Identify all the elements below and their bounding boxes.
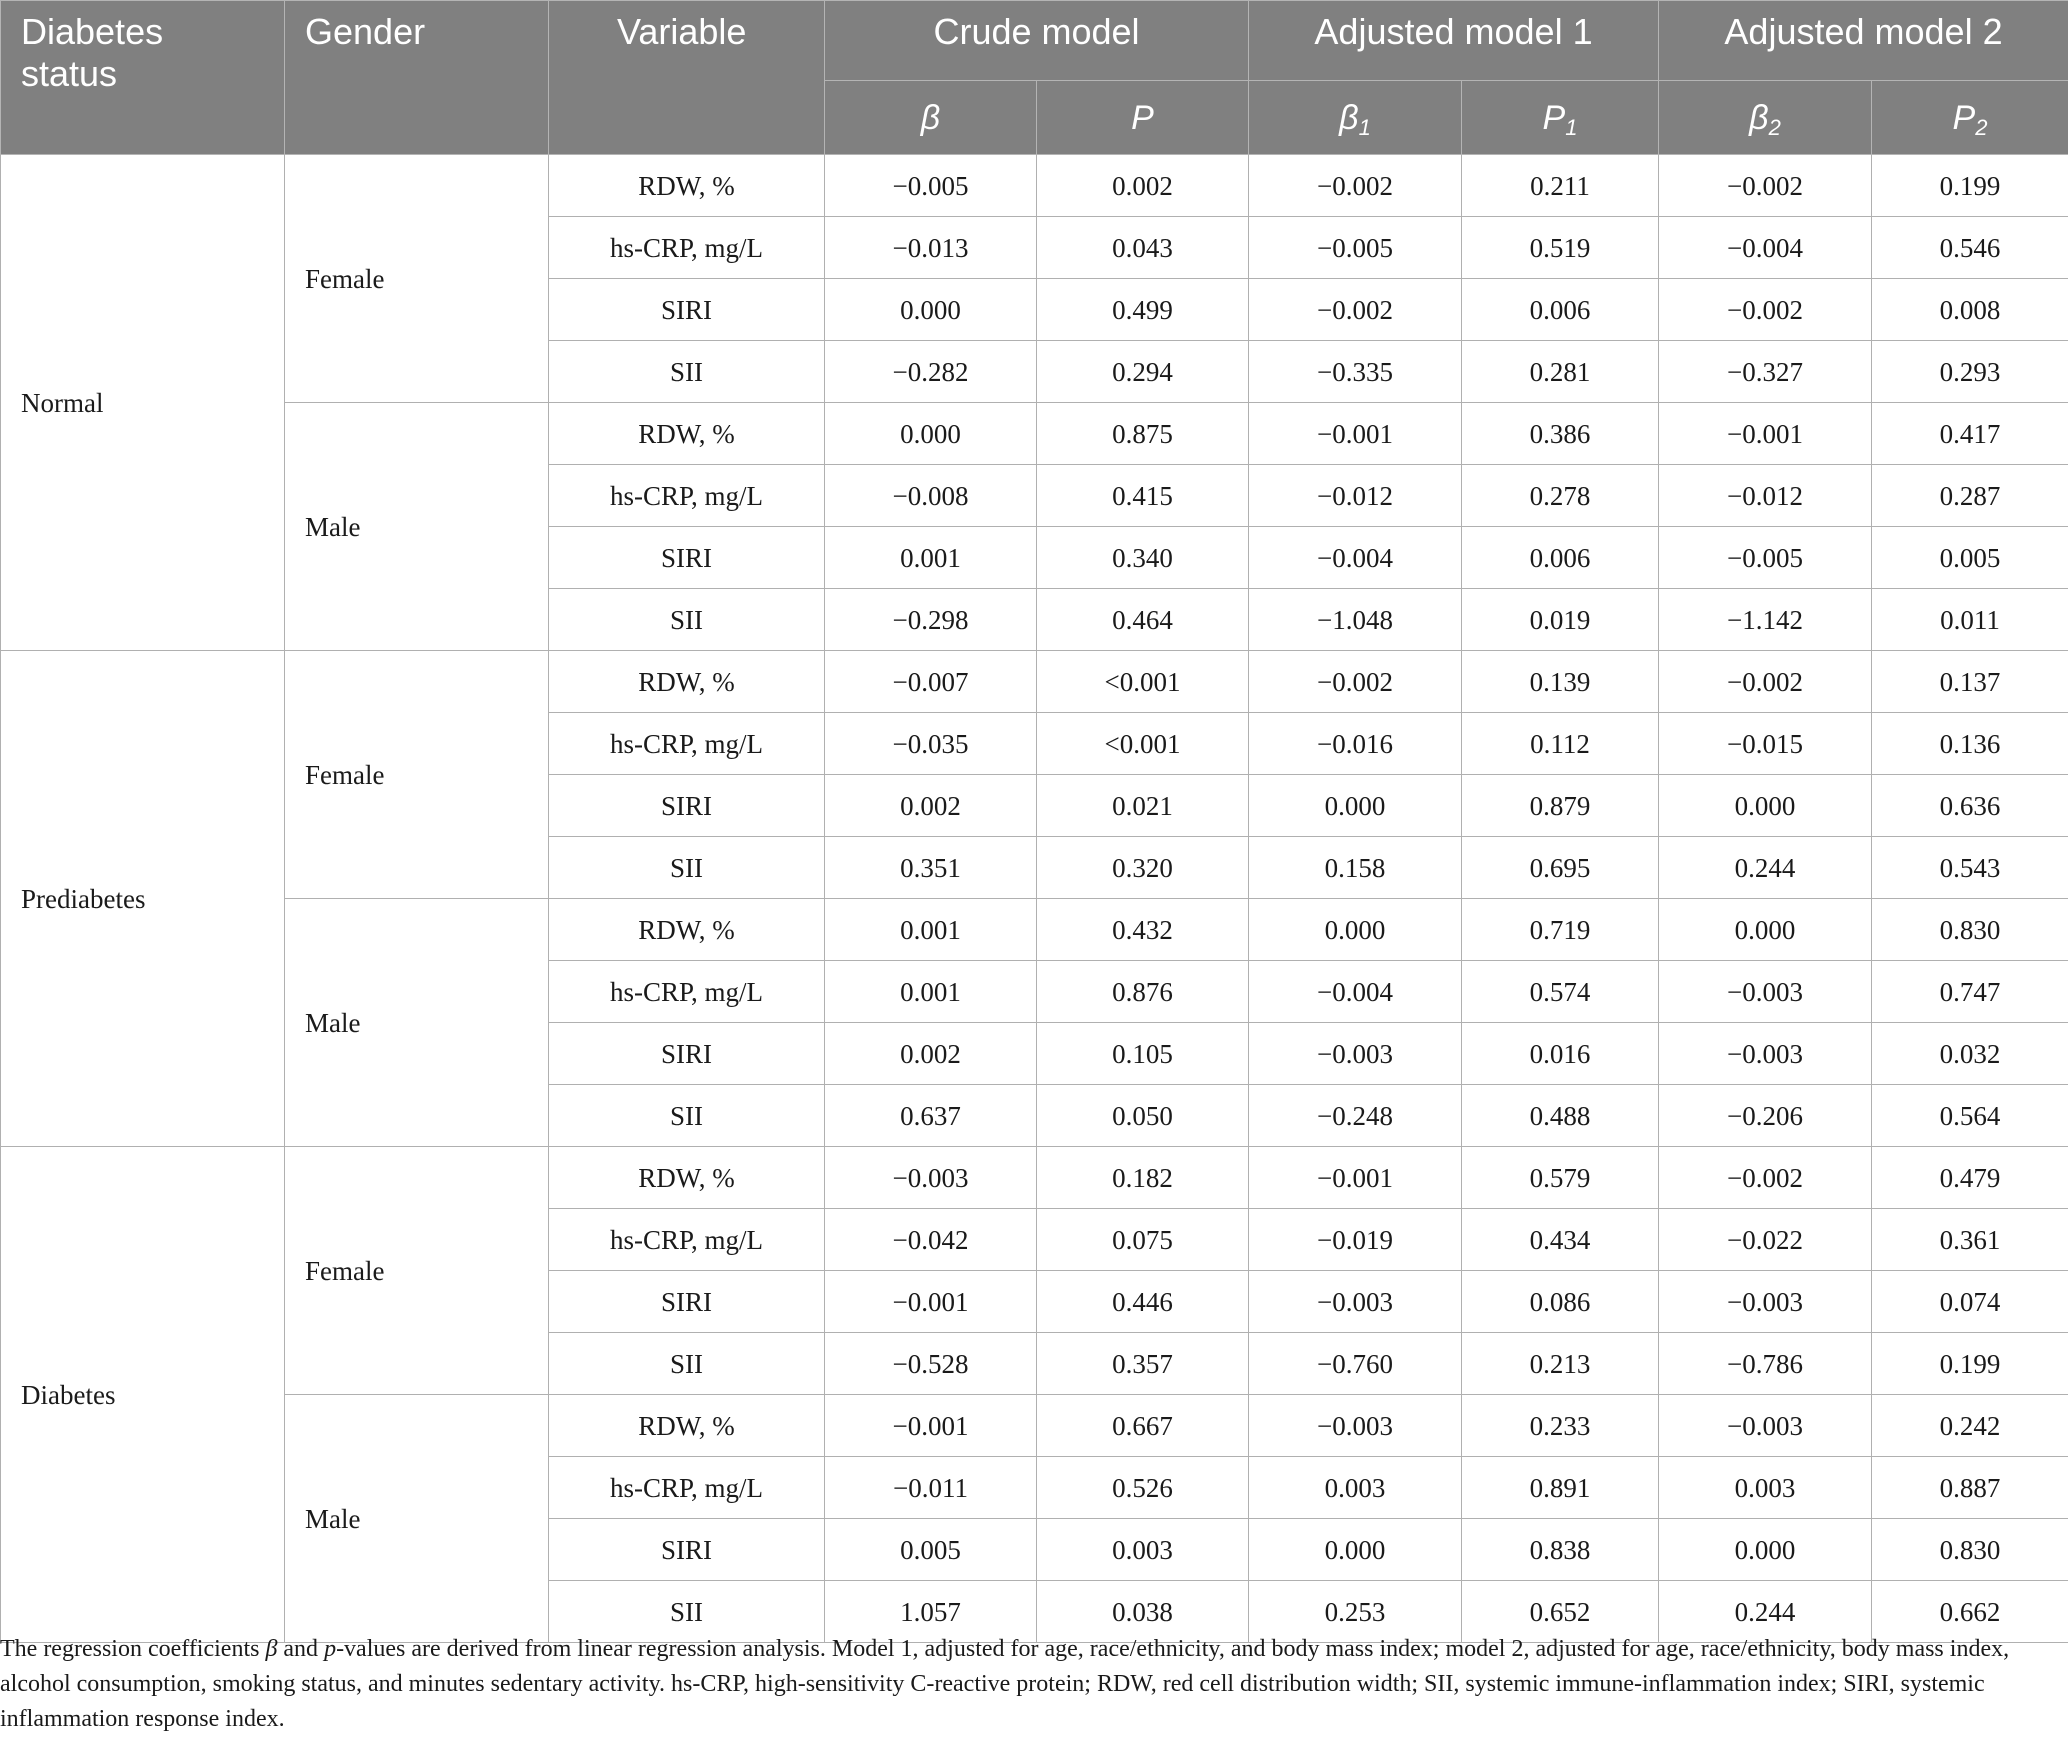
table-row — [1, 651, 2068, 713]
table-row — [1, 1147, 2068, 1209]
beta1-cell: −0.003 — [1249, 1023, 1462, 1085]
beta2-cell: 0.000 — [1659, 899, 1872, 961]
beta-cell: −0.035 — [825, 713, 1037, 775]
p1-cell: 0.434 — [1462, 1209, 1659, 1271]
p-cell: 0.340 — [1037, 527, 1249, 589]
p1-cell: 0.519 — [1462, 217, 1659, 279]
header-p1: $P_1$ — [1462, 81, 1659, 155]
p1-cell: 0.652 — [1462, 1581, 1659, 1643]
variable-cell: RDW, % — [549, 1395, 825, 1457]
beta-cell: 0.001 — [825, 899, 1037, 961]
footnote-p: p — [324, 1636, 337, 1662]
beta-cell: −0.007 — [825, 651, 1037, 713]
p2-cell: 0.008 — [1872, 279, 2068, 341]
p1-cell: 0.019 — [1462, 589, 1659, 651]
diabetes-status-cell: Prediabetes — [1, 651, 285, 1147]
p-cell: 0.021 — [1037, 775, 1249, 837]
beta1-cell: −0.335 — [1249, 341, 1462, 403]
p-cell: 0.875 — [1037, 403, 1249, 465]
variable-cell: hs-CRP, mg/L — [549, 713, 825, 775]
beta1-cell: −0.003 — [1249, 1271, 1462, 1333]
header-gender: Gender — [285, 1, 549, 155]
variable-cell: RDW, % — [549, 403, 825, 465]
p1-cell: 0.112 — [1462, 713, 1659, 775]
p2-cell: 0.479 — [1872, 1147, 2068, 1209]
beta2-cell: −0.327 — [1659, 341, 1872, 403]
header-p: P — [1037, 81, 1249, 155]
p-cell: 0.003 — [1037, 1519, 1249, 1581]
beta2-cell: −1.142 — [1659, 589, 1872, 651]
beta2-cell: −0.022 — [1659, 1209, 1872, 1271]
variable-cell: hs-CRP, mg/L — [549, 1209, 825, 1271]
p1-cell: 0.488 — [1462, 1085, 1659, 1147]
p-cell: 0.667 — [1037, 1395, 1249, 1457]
p2-cell: 0.543 — [1872, 837, 2068, 899]
variable-cell: RDW, % — [549, 899, 825, 961]
beta2-cell: −0.003 — [1659, 961, 1872, 1023]
variable-cell: RDW, % — [549, 651, 825, 713]
beta-cell: −0.298 — [825, 589, 1037, 651]
beta2-cell: −0.002 — [1659, 651, 1872, 713]
p-cell: 0.105 — [1037, 1023, 1249, 1085]
variable-cell: SIRI — [549, 775, 825, 837]
p2-cell: 0.287 — [1872, 465, 2068, 527]
beta1-cell: 0.158 — [1249, 837, 1462, 899]
p1-cell: 0.016 — [1462, 1023, 1659, 1085]
beta2-cell: −0.003 — [1659, 1271, 1872, 1333]
beta1-cell: −1.048 — [1249, 589, 1462, 651]
p-cell: 0.464 — [1037, 589, 1249, 651]
variable-cell: SII — [549, 1581, 825, 1643]
p2-cell: 0.032 — [1872, 1023, 2068, 1085]
p-cell: 0.499 — [1037, 279, 1249, 341]
diabetes-status-cell: Normal — [1, 155, 285, 651]
beta1-cell: 0.000 — [1249, 775, 1462, 837]
variable-cell: hs-CRP, mg/L — [549, 465, 825, 527]
header-beta2: $\beta_2$ — [1659, 81, 1872, 155]
table-row — [1, 1395, 2068, 1457]
footnote-part3: -values are derived from linear regression analysis. Model 1, adjusted for age, race/ethnicity, and body mass index; model 2, adjusted for age, race/ethnicity, body mass index, alcohol consumption, smoking status, and minutes sedentary activity. hs-CRP, high-sensitivity C-reactive protein; RDW, red cell distribution width; SII, systemic immune-inflammation index; SIRI, systemic inflammation response index. — [0, 1636, 2010, 1732]
p2-cell: 0.564 — [1872, 1085, 2068, 1147]
variable-cell: SIRI — [549, 527, 825, 589]
p2-cell: 0.636 — [1872, 775, 2068, 837]
p2-cell: 0.747 — [1872, 961, 2068, 1023]
beta-cell: 0.001 — [825, 961, 1037, 1023]
gender-cell: Male — [285, 403, 549, 651]
p2-cell: 0.137 — [1872, 651, 2068, 713]
beta-cell: 0.351 — [825, 837, 1037, 899]
beta-cell: 0.002 — [825, 1023, 1037, 1085]
beta2-cell: 0.003 — [1659, 1457, 1872, 1519]
variable-cell: SII — [549, 341, 825, 403]
p1-cell: 0.891 — [1462, 1457, 1659, 1519]
beta1-cell: −0.004 — [1249, 527, 1462, 589]
beta-cell: −0.003 — [825, 1147, 1037, 1209]
gender-cell: Female — [285, 1147, 549, 1395]
table-body — [1, 155, 2068, 1643]
p-cell: 0.002 — [1037, 155, 1249, 217]
header-adjusted-model-2: Adjusted model 2 — [1659, 1, 2068, 81]
beta2-cell: −0.001 — [1659, 403, 1872, 465]
variable-cell: SII — [549, 1085, 825, 1147]
p2-cell: 0.074 — [1872, 1271, 2068, 1333]
header-variable: Variable — [549, 1, 825, 155]
variable-cell: RDW, % — [549, 1147, 825, 1209]
p-cell: 0.182 — [1037, 1147, 1249, 1209]
p2-cell: 0.887 — [1872, 1457, 2068, 1519]
variable-cell: hs-CRP, mg/L — [549, 961, 825, 1023]
table-footnote — [0, 1632, 2060, 1737]
p1-cell: 0.838 — [1462, 1519, 1659, 1581]
beta2-cell: 0.000 — [1659, 1519, 1872, 1581]
p2-cell: 0.136 — [1872, 713, 2068, 775]
beta2-cell: −0.002 — [1659, 279, 1872, 341]
beta1-cell: −0.016 — [1249, 713, 1462, 775]
beta-cell: 0.002 — [825, 775, 1037, 837]
p1-cell: 0.695 — [1462, 837, 1659, 899]
beta-cell: −0.013 — [825, 217, 1037, 279]
variable-cell: hs-CRP, mg/L — [549, 217, 825, 279]
footnote-part1: The regression coefficients — [0, 1636, 266, 1662]
p-cell: 0.415 — [1037, 465, 1249, 527]
p-cell: <0.001 — [1037, 651, 1249, 713]
beta1-cell: −0.005 — [1249, 217, 1462, 279]
p-cell: 0.038 — [1037, 1581, 1249, 1643]
beta2-cell: −0.786 — [1659, 1333, 1872, 1395]
beta2-cell: −0.003 — [1659, 1023, 1872, 1085]
p1-cell: 0.213 — [1462, 1333, 1659, 1395]
beta2-cell: −0.002 — [1659, 155, 1872, 217]
p-cell: 0.876 — [1037, 961, 1249, 1023]
variable-cell: SII — [549, 1333, 825, 1395]
beta1-cell: −0.248 — [1249, 1085, 1462, 1147]
beta1-cell: −0.760 — [1249, 1333, 1462, 1395]
p-cell: 0.432 — [1037, 899, 1249, 961]
header-adjusted-model-1: Adjusted model 1 — [1249, 1, 1659, 81]
variable-cell: SIRI — [549, 1519, 825, 1581]
p2-cell: 0.199 — [1872, 1333, 2068, 1395]
beta1-cell: −0.002 — [1249, 155, 1462, 217]
beta1-cell: 0.000 — [1249, 899, 1462, 961]
beta1-cell: 0.000 — [1249, 1519, 1462, 1581]
beta1-cell: −0.002 — [1249, 279, 1462, 341]
p1-cell: 0.574 — [1462, 961, 1659, 1023]
p2-cell: 0.662 — [1872, 1581, 2068, 1643]
beta1-cell: −0.004 — [1249, 961, 1462, 1023]
variable-cell: SII — [549, 589, 825, 651]
p1-cell: 0.086 — [1462, 1271, 1659, 1333]
gender-cell: Female — [285, 155, 549, 403]
variable-cell: SIRI — [549, 1271, 825, 1333]
p2-cell: 0.361 — [1872, 1209, 2068, 1271]
beta1-cell: −0.001 — [1249, 403, 1462, 465]
variable-cell: SII — [549, 837, 825, 899]
beta-cell: −0.011 — [825, 1457, 1037, 1519]
p-cell: 0.526 — [1037, 1457, 1249, 1519]
beta2-cell: 0.244 — [1659, 1581, 1872, 1643]
p1-cell: 0.006 — [1462, 279, 1659, 341]
p1-cell: 0.281 — [1462, 341, 1659, 403]
p1-cell: 0.233 — [1462, 1395, 1659, 1457]
beta1-cell: −0.001 — [1249, 1147, 1462, 1209]
p-cell: 0.320 — [1037, 837, 1249, 899]
beta-cell: 0.005 — [825, 1519, 1037, 1581]
p1-cell: 0.579 — [1462, 1147, 1659, 1209]
p2-cell: 0.293 — [1872, 341, 2068, 403]
beta-cell: 0.000 — [825, 279, 1037, 341]
diabetes-status-cell: Diabetes — [1, 1147, 285, 1643]
p-cell: 0.357 — [1037, 1333, 1249, 1395]
header-beta1: $\beta_1$ — [1249, 81, 1462, 155]
beta1-cell: −0.012 — [1249, 465, 1462, 527]
p2-cell: 0.417 — [1872, 403, 2068, 465]
p-cell: 0.446 — [1037, 1271, 1249, 1333]
beta-cell: 1.057 — [825, 1581, 1037, 1643]
table-row — [1, 155, 2068, 217]
beta2-cell: 0.244 — [1659, 837, 1872, 899]
beta-cell: −0.001 — [825, 1271, 1037, 1333]
variable-cell: SIRI — [549, 279, 825, 341]
p1-cell: 0.879 — [1462, 775, 1659, 837]
beta-cell: −0.042 — [825, 1209, 1037, 1271]
beta-cell: −0.528 — [825, 1333, 1037, 1395]
beta2-cell: −0.004 — [1659, 217, 1872, 279]
beta-cell: 0.001 — [825, 527, 1037, 589]
p1-cell: 0.719 — [1462, 899, 1659, 961]
footnote-part2: and — [277, 1636, 325, 1662]
header-diabetes-status: Diabetes status — [1, 1, 285, 155]
p1-cell: 0.278 — [1462, 465, 1659, 527]
beta2-cell: −0.012 — [1659, 465, 1872, 527]
p1-cell: 0.211 — [1462, 155, 1659, 217]
p1-cell: 0.386 — [1462, 403, 1659, 465]
beta-cell: 0.000 — [825, 403, 1037, 465]
beta1-cell: −0.003 — [1249, 1395, 1462, 1457]
beta1-cell: 0.253 — [1249, 1581, 1462, 1643]
beta2-cell: 0.000 — [1659, 775, 1872, 837]
beta2-cell: −0.002 — [1659, 1147, 1872, 1209]
header-beta: β — [825, 81, 1037, 155]
variable-cell: hs-CRP, mg/L — [549, 1457, 825, 1519]
table-header — [1, 1, 2068, 155]
beta-cell: −0.001 — [825, 1395, 1037, 1457]
p-cell: 0.294 — [1037, 341, 1249, 403]
p-cell: 0.075 — [1037, 1209, 1249, 1271]
beta-cell: −0.008 — [825, 465, 1037, 527]
footnote-beta: β — [265, 1636, 278, 1662]
p2-cell: 0.242 — [1872, 1395, 2068, 1457]
table-row — [1, 403, 2068, 465]
p1-cell: 0.139 — [1462, 651, 1659, 713]
beta2-cell: −0.206 — [1659, 1085, 1872, 1147]
gender-cell: Male — [285, 899, 549, 1147]
p-cell: 0.050 — [1037, 1085, 1249, 1147]
gender-cell: Female — [285, 651, 549, 899]
beta-cell: −0.005 — [825, 155, 1037, 217]
header-crude-model: Crude model — [825, 1, 1249, 81]
beta1-cell: −0.002 — [1249, 651, 1462, 713]
gender-cell: Male — [285, 1395, 549, 1643]
beta2-cell: −0.005 — [1659, 527, 1872, 589]
p-cell: 0.043 — [1037, 217, 1249, 279]
p2-cell: 0.011 — [1872, 589, 2068, 651]
beta2-cell: −0.003 — [1659, 1395, 1872, 1457]
beta1-cell: −0.019 — [1249, 1209, 1462, 1271]
table-row — [1, 899, 2068, 961]
beta1-cell: 0.003 — [1249, 1457, 1462, 1519]
p2-cell: 0.546 — [1872, 217, 2068, 279]
beta-cell: −0.282 — [825, 341, 1037, 403]
p2-cell: 0.830 — [1872, 899, 2068, 961]
p2-cell: 0.830 — [1872, 1519, 2068, 1581]
header-p2: $P_2$ — [1872, 81, 2068, 155]
variable-cell: SIRI — [549, 1023, 825, 1085]
p-cell: <0.001 — [1037, 713, 1249, 775]
p1-cell: 0.006 — [1462, 527, 1659, 589]
beta2-cell: −0.015 — [1659, 713, 1872, 775]
p2-cell: 0.005 — [1872, 527, 2068, 589]
variable-cell: RDW, % — [549, 155, 825, 217]
p2-cell: 0.199 — [1872, 155, 2068, 217]
beta-cell: 0.637 — [825, 1085, 1037, 1147]
